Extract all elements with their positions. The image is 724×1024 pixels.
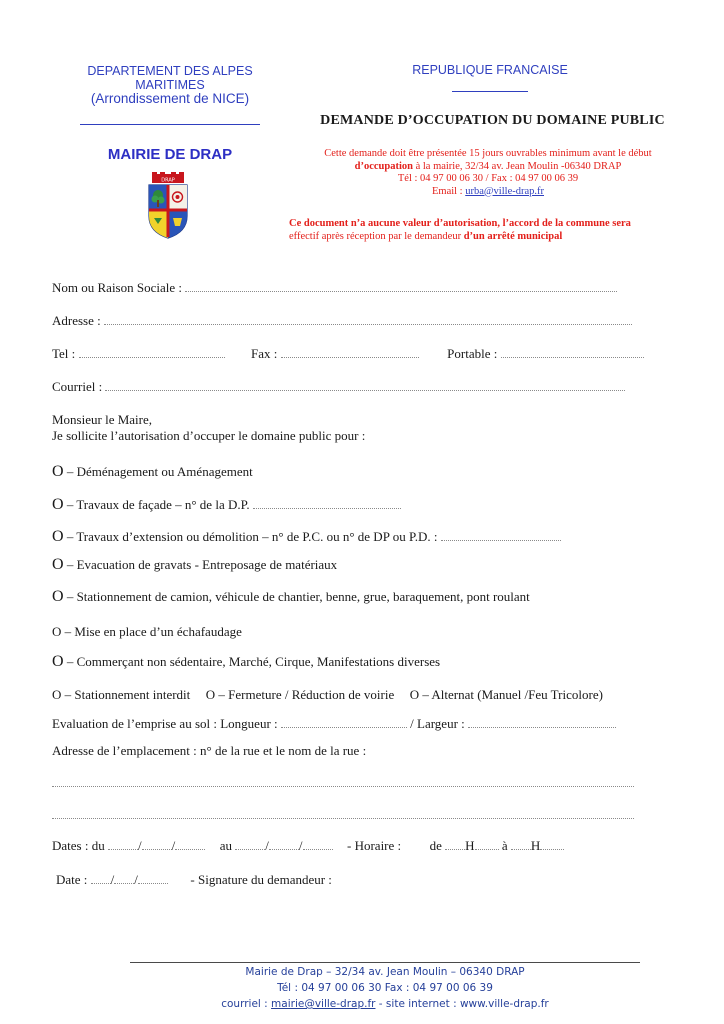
option-checkbox[interactable]: O — [52, 556, 64, 573]
option-label: – Evacuation de gravats - Entreposage de matériaux — [66, 557, 338, 572]
schedule-to-label: à — [501, 838, 508, 853]
option-checkbox[interactable]: O — [52, 588, 64, 605]
location-label: Adresse de l’emplacement : n° de la rue et le nom de la rue : — [52, 743, 367, 758]
coat-of-arms-text: DRAP — [161, 177, 175, 184]
footer-address: Mairie de Drap – 32/34 av. Jean Moulin – 06340 DRAP — [245, 966, 525, 978]
tel-label: Tel : — [52, 346, 76, 361]
sign-day-field[interactable] — [91, 872, 111, 884]
start-day-field[interactable] — [108, 838, 138, 850]
dp-number-field[interactable] — [253, 497, 401, 509]
republic-divider — [452, 91, 528, 92]
mail-label: Courriel : — [52, 379, 103, 394]
notice-occupation: d’occupation — [354, 160, 413, 172]
date-slash: / — [134, 872, 138, 887]
signature-label: - Signature du demandeur : — [190, 872, 332, 887]
end-day-field[interactable] — [235, 838, 265, 850]
mail-field[interactable] — [105, 379, 625, 391]
schedule-label: - Horaire : — [347, 838, 402, 853]
end-minute-field[interactable] — [540, 838, 564, 850]
option-label: – Commerçant non sédentaire, Marché, Cirque, Manifestations diverses — [66, 654, 441, 669]
location-field-2[interactable] — [52, 807, 634, 819]
fax-label: Fax : — [251, 346, 278, 361]
document-title: DEMANDE D’OCCUPATION DU DOMAINE PUBLIC — [320, 113, 665, 128]
footer-divider — [130, 962, 640, 963]
option-road-closure[interactable]: O – Fermeture / Réduction de voirie — [205, 687, 395, 702]
notice-line-2 — [288, 161, 688, 174]
coat-of-arms-icon — [146, 172, 190, 240]
department-line-2: MARITIMES — [135, 78, 205, 92]
mobile-field[interactable] — [501, 346, 644, 358]
footprint-row — [52, 716, 616, 732]
footer-mail-link[interactable]: mairie@ville-drap.fr — [271, 998, 376, 1010]
address-label: Adresse : — [52, 313, 101, 328]
hour-unit: H — [465, 838, 475, 853]
width-label: / Largeur : — [410, 716, 465, 731]
width-field[interactable] — [468, 716, 616, 728]
date-slash: / — [110, 872, 115, 887]
option-traffic-row — [52, 687, 603, 703]
option-facade[interactable] — [52, 497, 401, 513]
option-no-parking[interactable]: O – Stationnement interdit — [52, 687, 191, 702]
date-label: Date : — [56, 872, 88, 887]
end-year-field[interactable] — [303, 838, 333, 850]
length-label: Evaluation de l’emprise au sol : Longueur : — [52, 716, 278, 731]
hour-unit: H — [530, 838, 541, 853]
start-hour-field[interactable] — [445, 838, 465, 850]
start-month-field[interactable] — [142, 838, 172, 850]
email-link[interactable]: urba@ville-drap.fr — [465, 185, 544, 197]
permit-number-field[interactable] — [441, 529, 561, 541]
name-label: Nom ou Raison Sociale : — [52, 280, 182, 295]
footer-site-prefix: - site internet : — [375, 998, 460, 1010]
option-checkbox[interactable]: O — [52, 463, 64, 480]
location-row-2 — [52, 807, 634, 823]
name-field[interactable] — [185, 280, 617, 292]
date-slash: / — [265, 838, 269, 853]
date-slash: / — [298, 838, 303, 853]
submission-notice — [288, 148, 688, 198]
end-month-field[interactable] — [269, 838, 299, 850]
option-moving[interactable] — [52, 464, 253, 480]
option-label: – Travaux d’extension ou démolition – n° de P.C. ou n° de DP ou P.D. : — [66, 529, 438, 544]
footer-phone: Tél : 04 97 00 06 30 Fax : 04 97 00 06 39 — [277, 982, 493, 994]
name-row — [52, 280, 617, 296]
notice-address: à la mairie, 32/34 av. Jean Moulin -06340 DRAP — [412, 160, 622, 172]
fax-field[interactable] — [281, 346, 419, 358]
start-year-field[interactable] — [175, 838, 205, 850]
notice-line-4 — [288, 186, 688, 199]
option-alternating[interactable]: O – Alternat (Manuel /Feu Tricolore) — [409, 687, 603, 702]
request-text: Je sollicite l’autorisation d’occuper le domaine public pour : — [52, 428, 366, 443]
location-row-1 — [52, 775, 634, 791]
address-row — [52, 313, 632, 329]
sign-year-field[interactable] — [138, 872, 168, 884]
department-line-1: DEPARTEMENT DES ALPES — [87, 64, 253, 78]
warning-part-3: d’un arrêté municipal — [463, 231, 563, 242]
option-label: – Déménagement ou Aménagement — [66, 464, 253, 479]
salutation: Monsieur le Maire, — [52, 412, 153, 427]
department-line-3: (Arrondissement de NICE) — [90, 91, 250, 106]
option-checkbox[interactable]: O — [52, 496, 64, 513]
option-label: – Travaux de façade – n° de la D.P. — [66, 497, 250, 512]
date-slash: / — [171, 838, 176, 853]
option-label: – Mise en place d’un échafaudage — [64, 624, 242, 639]
mairie-title: MAIRIE DE DRAP — [107, 146, 233, 163]
start-minute-field[interactable] — [475, 838, 499, 850]
dates-to-label: au — [219, 838, 232, 853]
warning-part-2: effectif après réception par le demandeur — [289, 231, 464, 242]
date-slash: / — [137, 838, 142, 853]
email-row — [52, 379, 625, 395]
department-divider — [80, 124, 260, 125]
option-checkbox[interactable]: O — [52, 624, 62, 639]
phone-row — [52, 346, 644, 362]
email-label: Email : — [431, 185, 466, 197]
republic-label: REPUBLIQUE FRANCAISE — [412, 63, 568, 77]
option-rubble[interactable] — [52, 557, 337, 573]
option-extension[interactable] — [52, 529, 561, 545]
end-hour-field[interactable] — [511, 838, 531, 850]
footer-site-link[interactable]: www.ville-drap.fr — [459, 998, 549, 1010]
mobile-label: Portable : — [447, 346, 498, 361]
option-checkbox[interactable]: O — [52, 528, 64, 545]
length-field[interactable] — [281, 716, 407, 728]
footer-mail-prefix: courriel : — [221, 998, 272, 1010]
option-checkbox[interactable]: O — [52, 653, 64, 670]
dates-label: Dates : du — [52, 838, 105, 853]
authorization-warning — [289, 217, 699, 243]
notice-line-3: Tél : 04 97 00 06 30 / Fax : 04 97 00 06 39 — [397, 173, 579, 184]
schedule-from-label: de — [429, 838, 442, 853]
notice-line-1: Cette demande doit être présentée 15 jours ouvrables minimum avant le début — [324, 148, 652, 159]
footer-contact — [130, 998, 640, 1010]
tel-field[interactable] — [79, 346, 225, 358]
option-scaffolding[interactable] — [52, 624, 242, 640]
location-field-1[interactable] — [52, 775, 634, 787]
signature-row — [56, 872, 332, 888]
dates-row — [52, 838, 564, 854]
option-trader[interactable] — [52, 654, 440, 670]
address-field[interactable] — [104, 313, 632, 325]
sign-month-field[interactable] — [114, 872, 134, 884]
option-parking-truck[interactable] — [52, 589, 530, 605]
department-block — [60, 64, 280, 106]
warning-part-1: Ce document n’a aucune valeur d’autorisation, l’accord de la commune sera — [289, 218, 631, 229]
option-label: – Stationnement de camion, véhicule de chantier, benne, grue, baraquement, pont roulant — [66, 589, 530, 604]
